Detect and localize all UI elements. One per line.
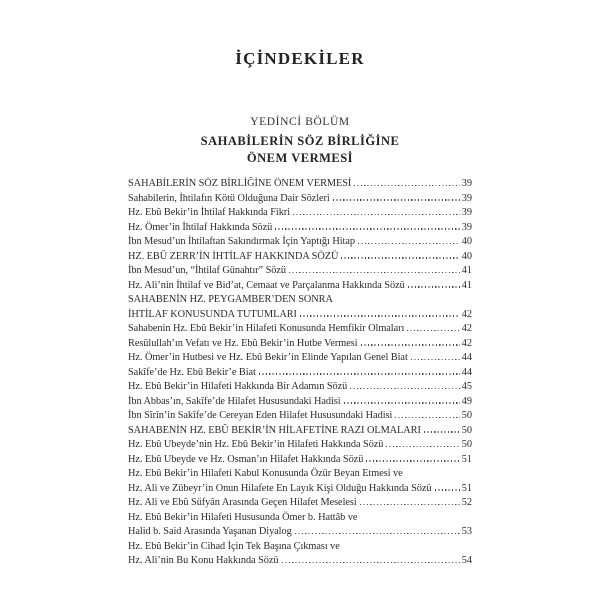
toc-entry-title: Hz. Ali’nin İhtilaf ve Bid’at, Cemaat ve Parçalanma Hakkında Sözü [128, 279, 405, 291]
toc-dot-leader [395, 417, 460, 418]
toc-entry-page: 39 [461, 221, 472, 233]
toc-entry [128, 322, 472, 337]
toc-entry-title: Hz. Ali ve Zübeyr’in Onun Hilafete En Layık Kişi Olduğu Hakkında Sözü [128, 482, 432, 494]
toc-entry [128, 308, 472, 323]
toc-entry-title: SAHABİLERİN SÖZ BİRLİĞİNE ÖNEM VERMESİ [128, 178, 352, 189]
toc-entry [128, 496, 472, 511]
toc-entry-page: 39 [461, 207, 472, 218]
toc-entry-title: Resûlullah’ın Vefatı ve Hz. Ebû Bekir’in Hutbe Vermesi [128, 337, 358, 349]
toc-entry [128, 221, 472, 236]
chapter-heading [0, 116, 600, 166]
toc-entry-page: 40 [461, 236, 472, 247]
toc-entry-title: HZ. EBÛ ZERR’İN İHTİLAF HAKKINDA SÖZÜ [128, 250, 339, 262]
toc-entry [128, 250, 472, 265]
toc-entry-page: 41 [461, 265, 472, 276]
toc-dot-leader [361, 344, 460, 345]
toc-entry-page: 54 [461, 555, 472, 566]
toc-dot-leader [282, 562, 460, 563]
toc-entry [128, 511, 472, 526]
toc-entry [128, 554, 472, 569]
toc-entry-title: Hz. Ebû Bekir’in Cihad İçin Tek Başına Çıkması ve [128, 540, 340, 552]
toc-entry [128, 380, 472, 395]
toc-entry-title: İbn Abbas’ın, Sakîfe’de Hilafet Hususundaki Hadisi [128, 395, 341, 407]
toc-dot-leader [350, 388, 460, 389]
toc-entry-title: SAHABENİN HZ. EBÛ BEKİR’İN HİLAFETİNE RAZI OLMALARI [128, 424, 421, 436]
toc-entry-page: 44 [461, 352, 472, 363]
toc-entry-page: 41 [461, 279, 472, 291]
toc-entry [128, 351, 472, 366]
toc-entry-title: Hz. Ebû Ubeyde ve Hz. Osman’ın Hilafet Hakkında Sözü [128, 453, 364, 465]
toc-entry [128, 395, 472, 410]
toc-entry [128, 293, 472, 308]
toc-dot-leader [354, 185, 460, 186]
toc-entry [128, 409, 472, 424]
toc-entry [128, 264, 472, 279]
toc-entry-page: 50 [461, 439, 472, 450]
toc-entry [128, 206, 472, 221]
toc-entry [128, 467, 472, 482]
toc-entry-page: 50 [461, 410, 472, 421]
toc-list [128, 177, 472, 569]
toc-entry-page: 39 [461, 178, 472, 189]
toc-entry-title: Sahabilerin, İhtilafın Kötü Olduğuna Dair Sözleri [128, 192, 330, 204]
toc-entry-title: SAHABENİN HZ. PEYGAMBER’DEN SONRA [128, 294, 333, 305]
toc-entry-title: İbn Sîrîn’in Sakîfe’de Cereyan Eden Hilafet Hususundaki Hadisi [128, 410, 393, 421]
toc-entry-page: 52 [461, 497, 472, 508]
toc-entry [128, 177, 472, 192]
toc-dot-leader [424, 431, 460, 432]
toc-entry [128, 525, 472, 540]
toc-entry-page: 51 [461, 482, 472, 494]
toc-dot-leader [275, 228, 460, 229]
toc-entry-title: Sahabenin Hz. Ebû Bekir’in Hilafeti Konusunda Hemfikir Olmaları [128, 323, 405, 334]
toc-dot-leader [411, 359, 460, 360]
toc-dot-leader [435, 489, 460, 490]
toc-entry-title: Hz. Ebû Bekir’in İhtilaf Hakkında Fikri [128, 207, 291, 218]
toc-dot-leader [344, 402, 460, 403]
toc-entry [128, 192, 472, 207]
toc-entry-page: 45 [461, 381, 472, 392]
toc-entry-title: Hz. Ebû Bekir’in Hilafeti Hakkında Bir Adamın Sözü [128, 381, 348, 392]
toc-dot-leader [386, 446, 459, 447]
toc-dot-leader [259, 373, 460, 374]
toc-entry-title: Halid b. Said Arasında Yaşanan Diyalog [128, 526, 292, 537]
toc-entry-title: Sakîfe’de Hz. Ebû Bekir’e Biat [128, 366, 256, 378]
toc-dot-leader [360, 504, 460, 505]
toc-dot-leader [366, 460, 459, 461]
toc-entry [128, 438, 472, 453]
toc-entry-page: 42 [461, 323, 472, 334]
toc-entry-title: İHTİLAF KONUSUNDA TUTUMLARI [128, 308, 297, 320]
chapter-label: YEDİNCİ BÖLÜM [250, 116, 350, 128]
toc-dot-leader [341, 257, 459, 258]
toc-entry-title: İbn Mesud’un İhtilaftan Sakındırmak İçin Yaptığı Hitap [128, 236, 355, 247]
toc-entry-page: 53 [461, 526, 472, 537]
toc-entry-title: Hz. Ebû Bekir’in Hilafeti Kabul Konusunda Özür Beyan Etmesi ve [128, 468, 403, 479]
toc-entry [128, 482, 472, 497]
toc-dot-leader [295, 533, 460, 534]
toc-entry-title: Hz. Ebû Ubeyde’nin Hz. Ebû Bekir’in Hilafeti Hakkında Sözü [128, 439, 384, 450]
toc-entry-page: 40 [461, 250, 472, 262]
toc-dot-leader [358, 243, 460, 244]
toc-entry [128, 235, 472, 250]
toc-entry-page: 39 [461, 192, 472, 204]
toc-entry [128, 540, 472, 555]
toc-entry [128, 424, 472, 439]
toc-entry [128, 279, 472, 294]
chapter-title-line2: ÖNEM VERMESİ [246, 150, 354, 165]
page-title: İÇİNDEKİLER [235, 49, 365, 68]
toc-entry [128, 337, 472, 352]
toc-entry-page: 49 [461, 395, 472, 407]
toc-dot-leader [407, 330, 459, 331]
toc-dot-leader [293, 214, 460, 215]
toc-entry-title: Hz. Ali ve Ebû Süfyân Arasında Geçen Hilafet Meselesi [128, 497, 357, 508]
toc-dot-leader [289, 272, 460, 273]
toc-entry-page: 50 [461, 424, 472, 436]
toc-dot-leader [300, 315, 460, 316]
toc-dot-leader [408, 286, 460, 287]
toc-dot-leader [333, 199, 460, 200]
toc-entry-page: 42 [461, 308, 472, 320]
toc-entry-page: 51 [461, 453, 472, 465]
toc-entry-title: İbn Mesud’un, “İhtilaf Günahtır” Sözü [128, 265, 286, 276]
toc-entry-title: Hz. Ebû Bekir’in Hilafeti Hususunda Ömer b. Hattâb ve [128, 511, 358, 523]
toc-entry-title: Hz. Ömer’in İhtilaf Hakkında Sözü [128, 221, 273, 233]
toc-entry [128, 366, 472, 381]
toc-entry [128, 453, 472, 468]
toc-entry-title: Hz. Ömer’in Hutbesi ve Hz. Ebû Bekir’in Elinde Yapılan Genel Biat [128, 352, 408, 363]
toc-entry-title: Hz. Ali’nin Bu Konu Hakkında Sözü [128, 555, 279, 566]
toc-entry-page: 42 [461, 337, 472, 349]
toc-entry-page: 44 [461, 366, 472, 378]
chapter-title-line1: SAHABİLERİN SÖZ BİRLİĞİNE [200, 134, 400, 148]
